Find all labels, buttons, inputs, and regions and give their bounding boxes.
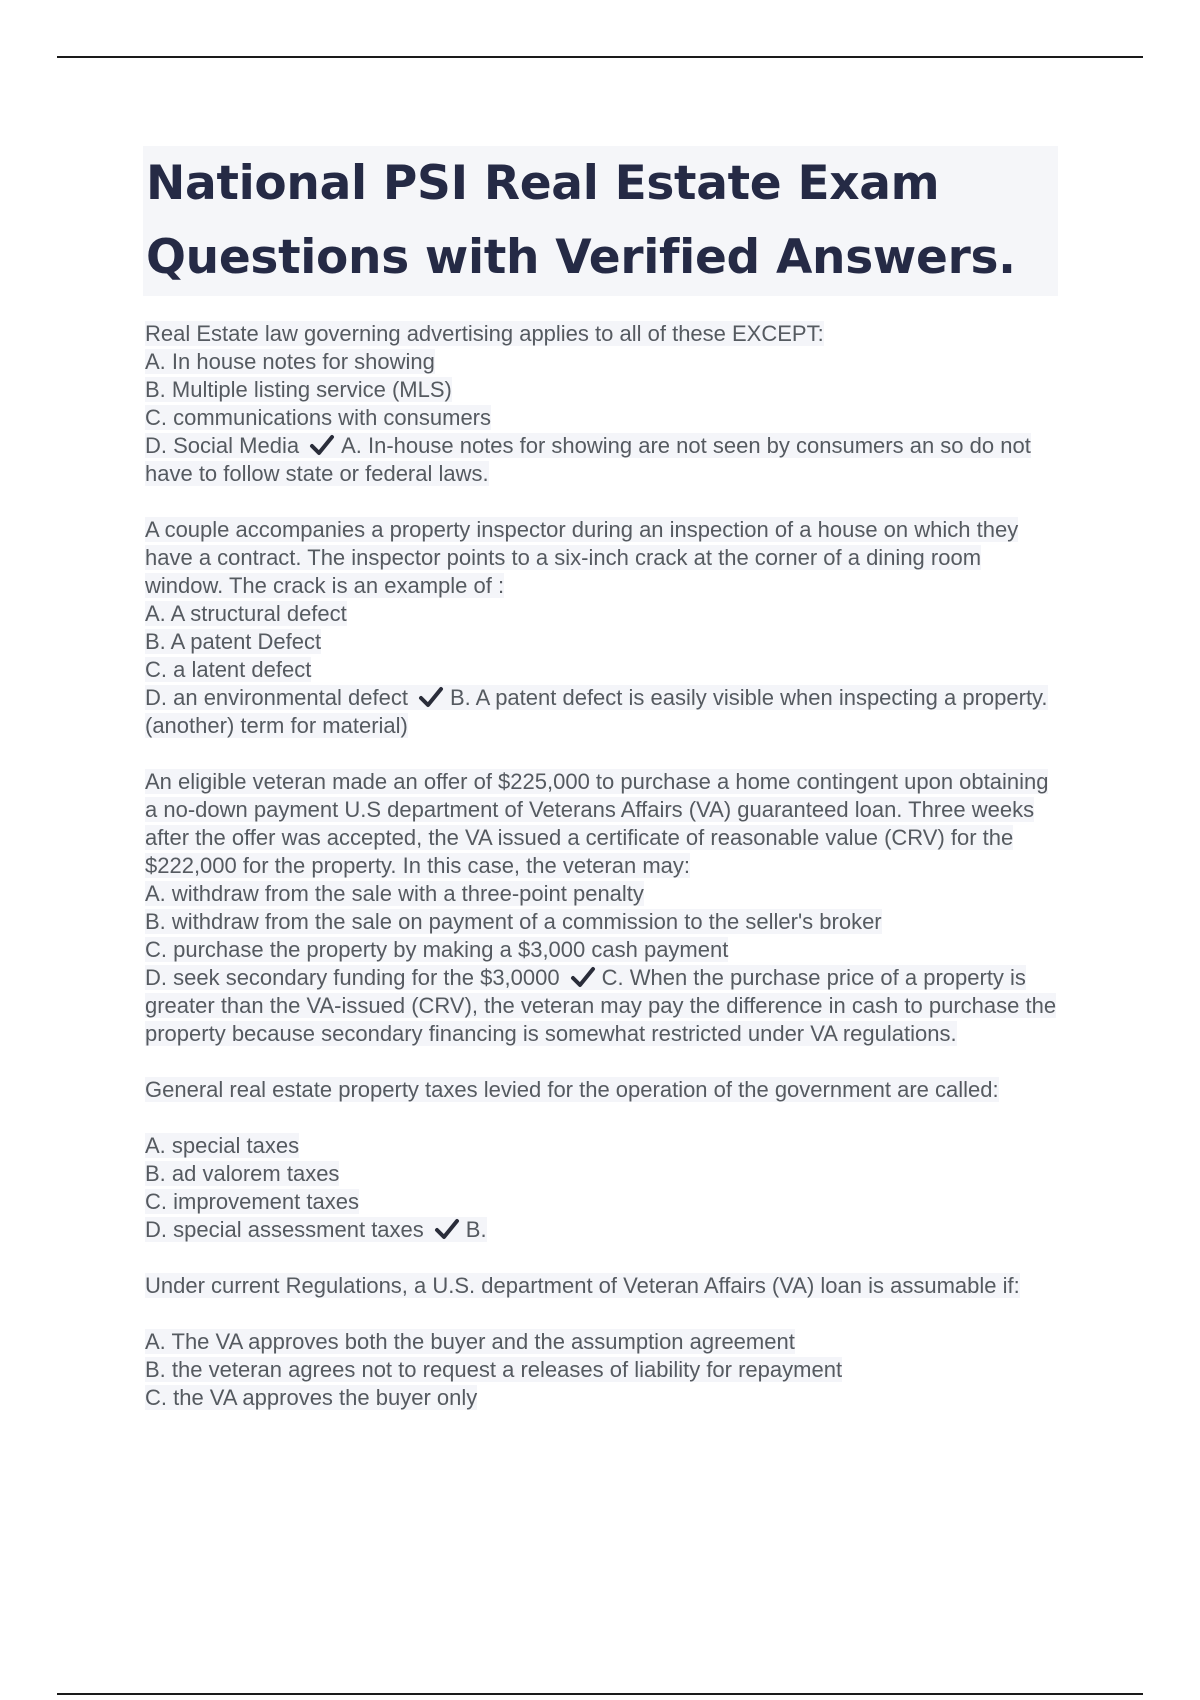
question-text: General real estate property taxes levied for the operation of the government are called: bbox=[145, 1077, 999, 1102]
option-c: C. communications with consumers bbox=[145, 405, 492, 430]
answer-explanation: A. In-house notes for showing are not seen by consumers an so do not have to follow state or federal laws. bbox=[145, 433, 1031, 486]
option-a: A. A structural defect bbox=[145, 601, 347, 626]
question-1 bbox=[145, 320, 1065, 488]
option-b: B. A patent Defect bbox=[145, 629, 322, 654]
checkmark-icon bbox=[309, 434, 335, 456]
option-a: A. In house notes for showing bbox=[145, 349, 435, 374]
question-text: An eligible veteran made an offer of $225,000 to purchase a home contingent upon obtaining a no-down payment U.S department of Veterans Affairs (VA) guaranteed loan. Three weeks after the offer was accepted, the VA issued a certificate of reasonable value (CRV) for the $222,000 for the property. In this case, the veteran may: bbox=[145, 769, 1049, 878]
option-b: B. the veteran agrees not to request a releases of liability for repayment bbox=[145, 1357, 843, 1382]
question-text: A couple accompanies a property inspector during an inspection of a house on which they have a contract. The inspector points to a six-inch crack at the corner of a dining room window. The crack is an example of : bbox=[145, 517, 1019, 598]
answer-explanation: C. When the purchase price of a property is greater than the VA-issued (CRV), the veteran may pay the difference in cash to purchase the property because secondary financing is somewhat restricted under VA regulations. bbox=[145, 965, 1057, 1046]
option-c: C. purchase the property by making a $3,000 cash payment bbox=[145, 937, 729, 962]
footer-rule bbox=[57, 1693, 1143, 1695]
option-b: B. withdraw from the sale on payment of a commission to the seller's broker bbox=[145, 909, 882, 934]
option-a: A. withdraw from the sale with a three-point penalty bbox=[145, 881, 644, 906]
question-list bbox=[145, 320, 1065, 1440]
document-title-line-2: Questions with Verified Answers. bbox=[146, 230, 1016, 285]
option-b: B. ad valorem taxes bbox=[145, 1161, 340, 1186]
option-d: D. special assessment taxes bbox=[145, 1217, 424, 1242]
question-3 bbox=[145, 768, 1065, 1048]
option-a: A. The VA approves both the buyer and the assumption agreement bbox=[145, 1329, 795, 1354]
question-text: Real Estate law governing advertising applies to all of these EXCEPT: bbox=[145, 321, 824, 346]
answer-explanation: B. bbox=[465, 1217, 487, 1242]
checkmark-icon bbox=[434, 1218, 460, 1240]
document-title-line-1: National PSI Real Estate Exam bbox=[146, 156, 940, 211]
option-d: D. Social Media bbox=[145, 433, 300, 458]
option-c: C. a latent defect bbox=[145, 657, 312, 682]
option-a: A. special taxes bbox=[145, 1133, 300, 1158]
checkmark-icon bbox=[418, 686, 444, 708]
answer-explanation: B. A patent defect is easily visible when inspecting a property. (another) term for material) bbox=[145, 685, 1048, 738]
question-4 bbox=[145, 1076, 1065, 1244]
option-d: D. an environmental defect bbox=[145, 685, 408, 710]
option-c: C. improvement taxes bbox=[145, 1189, 359, 1214]
question-2 bbox=[145, 516, 1065, 740]
document-title-block bbox=[143, 146, 1058, 296]
option-c: C. the VA approves the buyer only bbox=[145, 1385, 478, 1410]
question-text: Under current Regulations, a U.S. department of Veteran Affairs (VA) loan is assumable if: bbox=[145, 1273, 1020, 1298]
question-5 bbox=[145, 1272, 1065, 1412]
header-rule bbox=[57, 56, 1143, 58]
option-d: D. seek secondary funding for the $3,0000 bbox=[145, 965, 560, 990]
checkmark-icon bbox=[570, 966, 596, 988]
option-b: B. Multiple listing service (MLS) bbox=[145, 377, 452, 402]
